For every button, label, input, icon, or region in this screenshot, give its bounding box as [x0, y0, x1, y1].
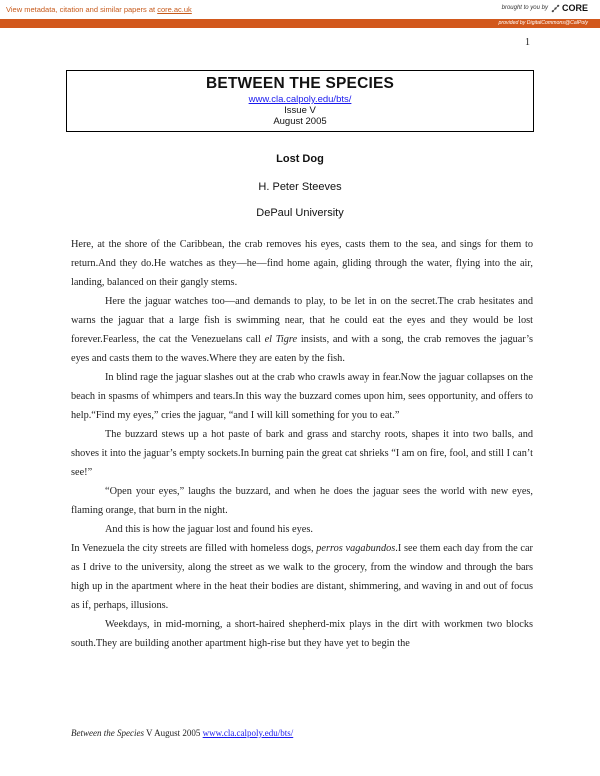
core-brand[interactable] — [502, 3, 588, 13]
journal-url-link[interactable]: www.cla.calpoly.edu/bts/ — [248, 94, 352, 105]
core-link-site[interactable]: core.ac.uk — [157, 5, 192, 14]
provided-by-text[interactable]: provided by DigitalCommons@CalPoly — [498, 20, 588, 26]
article-title: Lost Dog — [276, 153, 324, 165]
footer-url-link[interactable]: www.cla.calpoly.edu/bts/ — [202, 728, 294, 738]
journal-header-box — [66, 70, 534, 132]
article-body — [71, 235, 533, 653]
paragraph-7-part-a: In Venezuela the city streets are filled with homeless dogs, — [71, 543, 317, 554]
page-footer — [71, 728, 293, 738]
article-affiliation: DePaul University — [256, 207, 344, 219]
brought-by-text: brought to you by — [501, 5, 548, 11]
core-logo — [551, 3, 588, 13]
paragraph-3: In blind rage the jaguar slashes out at the crab who crawls away in fear.Now the jaguar collapses on the beach in spasms of whimpers and tears.In this way the buzzard comes upon him, sees opportunity, and offers to help.“Find my eyes,” cries the jaguar, “and I will kill something for you to eat.” — [71, 372, 533, 421]
page-number: 1 — [525, 37, 530, 48]
paragraph-2-part-a: Here the jaguar watches too—and demands to play, to be let in on the secret.The crab hesitates and warns the jaguar that a large fish is swimming near, that he could eat the eyes and they would be lost forever.Fearless, the cat the Venezuelans call — [71, 296, 533, 345]
paragraph-7-emphasis: perros vagabundos — [316, 543, 396, 554]
paragraph-7-part-b: .I see them each day from the car as I drive to the university, along the street as we walk to the grocery, from the window and through the bars high up in the apartment where in the heat their bodies are distant, shimmering, and waving in and out of focus as if, perhaps, illusions. — [71, 543, 533, 611]
core-logo-text: CORE — [561, 3, 588, 13]
journal-issue: Issue V — [284, 105, 316, 116]
footer-journal: Between the Species — [71, 728, 144, 738]
paragraph-2-part-b: insists, and with a song, the crab removes the jaguar’s eyes and casts them to the waves.Where they are eaten by the fish. — [71, 334, 534, 364]
paragraph-7 — [71, 539, 533, 615]
core-banner — [0, 0, 600, 19]
paragraph-2 — [71, 292, 533, 368]
footer-issue-date: V August 2005 — [143, 728, 203, 738]
paragraph-4: The buzzard stews up a hot paste of bark and grass and starchy roots, shapes it into two balls, and shoves it into the jaguar’s empty sockets.In burning pain the great cat shrieks “I am on fire, fool, and still I can’t see!” — [71, 429, 533, 478]
journal-date: August 2005 — [273, 116, 327, 127]
paragraph-1: Here, at the shore of the Caribbean, the crab removes his eyes, casts them to the sea, and sings for them to return.And they do.He watches as they—he—find home again, gliding through the water, flying into the air, landing, balanced on their gangly stems. — [71, 239, 533, 288]
provided-by-strip — [0, 19, 600, 28]
paragraph-6: And this is how the jaguar lost and found his eyes. — [105, 524, 313, 535]
article-author: H. Peter Steeves — [258, 181, 342, 193]
core-metadata-link[interactable] — [6, 5, 192, 14]
journal-title: BETWEEN THE SPECIES — [205, 75, 395, 92]
core-link-text: View metadata, citation and similar papers at — [6, 5, 158, 14]
paragraph-2-emphasis: el Tigre — [264, 334, 298, 345]
paragraph-5: “Open your eyes,” laughs the buzzard, and when he does the jaguar sees the world with new eyes, flaming orange, that burn in the night. — [71, 486, 533, 516]
core-logo-icon — [551, 4, 560, 13]
paragraph-8: Weekdays, in mid-morning, a short-haired shepherd-mix plays in the dirt with workmen two blocks south.They are building another apartment high-rise but they have yet to begin the — [71, 619, 533, 649]
